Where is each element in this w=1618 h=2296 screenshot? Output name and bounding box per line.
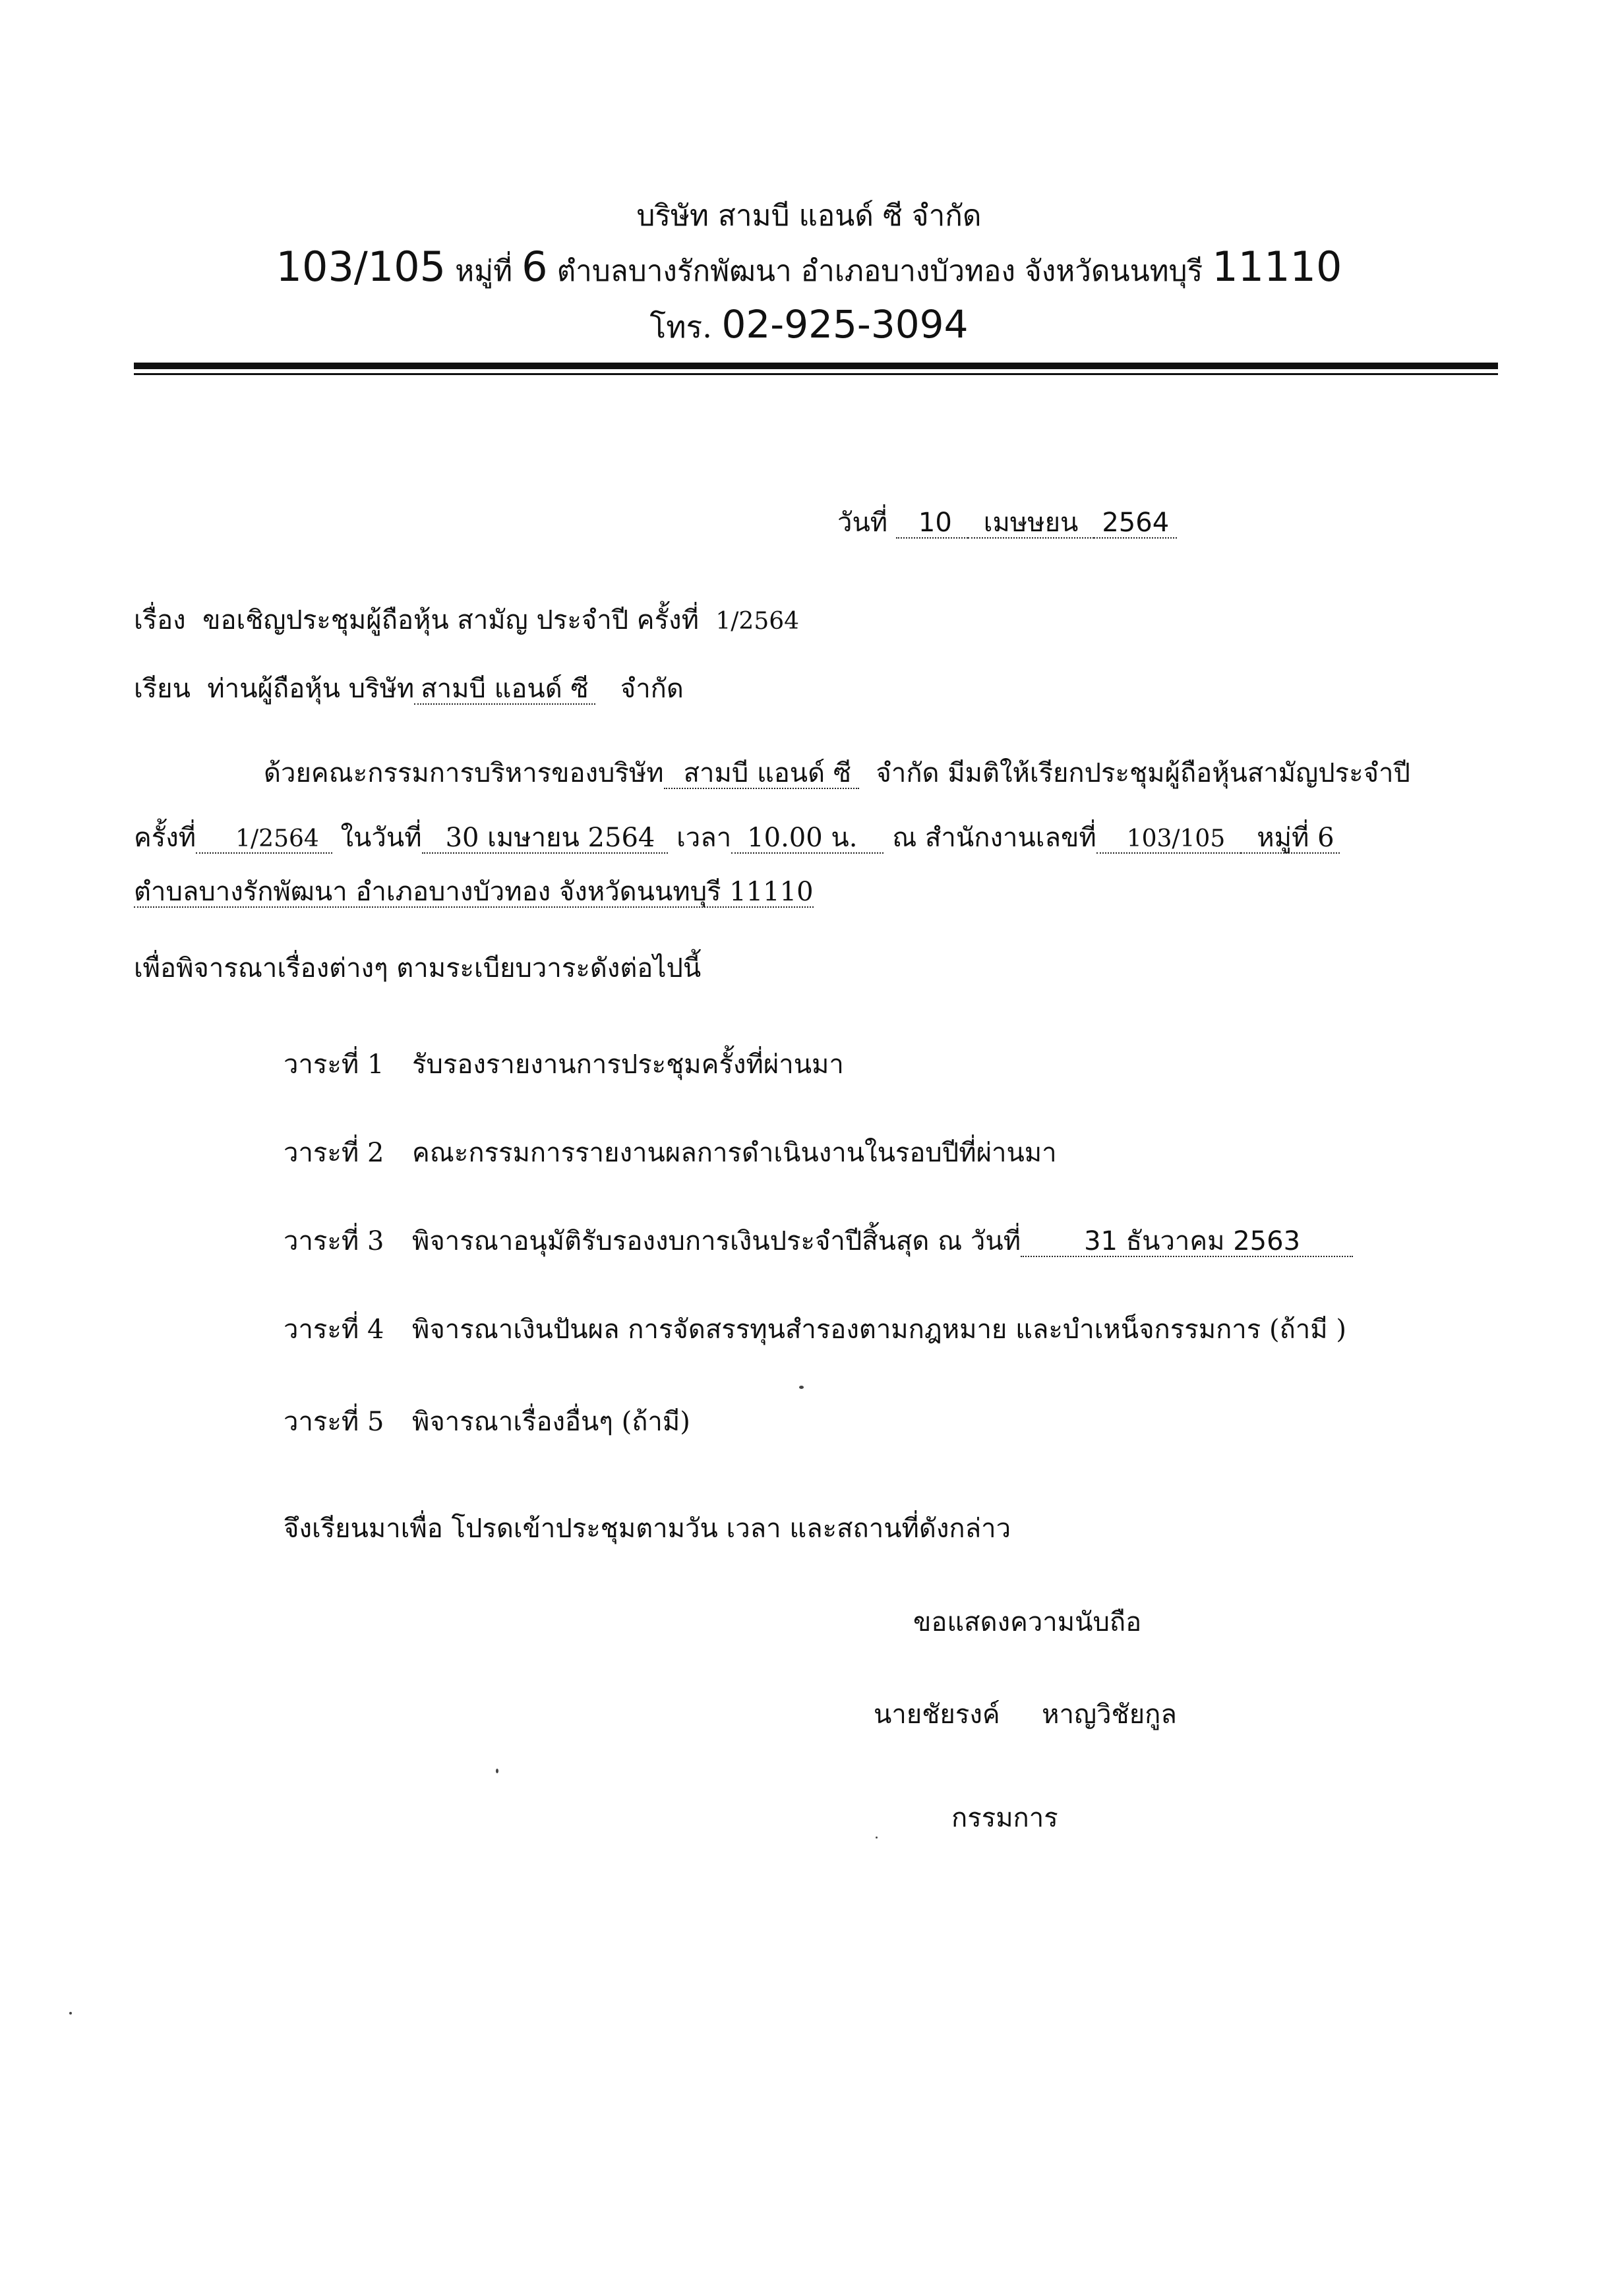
date-label: วันที่ bbox=[837, 508, 888, 538]
agenda-item-5 bbox=[284, 1400, 690, 1442]
subject-number: 1/2564 bbox=[715, 608, 800, 635]
agenda-text: คณะกรรมการรายงานผลการดำเนินงานในรอบปีที่ผ่านมา bbox=[412, 1138, 1057, 1168]
agenda-item-3 bbox=[284, 1220, 1353, 1262]
agenda-item-4 bbox=[284, 1308, 1346, 1350]
body-time: 10.00 น. bbox=[731, 823, 884, 854]
company-address bbox=[0, 243, 1618, 294]
address-rest: ตำบลบางรักพัฒนา อำเภอบางบัวทอง จังหวัดนนทบุรี bbox=[556, 254, 1203, 288]
agenda-item-1 bbox=[284, 1043, 844, 1085]
header-rule-thin bbox=[134, 373, 1498, 375]
scan-speck bbox=[496, 1769, 498, 1773]
scan-speck bbox=[876, 1837, 878, 1839]
subject-line bbox=[134, 599, 799, 641]
subject-text: ขอเชิญประชุมผู้ถือหุ้น สามัญ ประจำปี ครั้งที่ bbox=[202, 605, 699, 635]
subject-label: เรื่อง bbox=[134, 605, 186, 635]
body-p1-end: จำกัด มีมติให้เรียกประชุมผู้ถือหุ้นสามัญประจำปี bbox=[876, 758, 1410, 788]
letter-date bbox=[837, 501, 1177, 543]
moo-number: 6 bbox=[522, 243, 548, 291]
body-day-label: ในวันที่ bbox=[340, 823, 422, 853]
signer-position: กรรมการ bbox=[951, 1803, 1058, 1833]
agenda-label: วาระที่ 4 bbox=[284, 1314, 384, 1345]
agenda-label: วาระที่ 1 bbox=[284, 1049, 384, 1080]
date-month: เมษษยน bbox=[968, 508, 1094, 539]
recipient-suffix: จำกัด bbox=[620, 674, 684, 704]
company-name: บริษัท สามบี แอนด์ ซี จำกัด bbox=[636, 199, 982, 233]
body-line-1 bbox=[264, 751, 1410, 794]
recipient-text: ท่านผู้ถือหุ้น บริษัท bbox=[207, 674, 415, 704]
signer-name: นายชัยรงค์ หาญวิชัยกูล bbox=[874, 1699, 1177, 1730]
company-phone bbox=[0, 302, 1618, 351]
body-line-4: เพื่อพิจารณาเรื่องต่างๆ ตามระเบียบวาระดังต่อไปนี้ bbox=[134, 953, 702, 984]
body-address: 103/105 bbox=[1096, 826, 1242, 854]
agenda-text: รับรองรายงานการประชุมครั้งที่ผ่านมา bbox=[412, 1049, 844, 1080]
body-times-label: ครั้งที่ bbox=[134, 823, 196, 853]
agenda-item-2 bbox=[284, 1131, 1057, 1173]
agenda-label: วาระที่ 2 bbox=[284, 1138, 384, 1168]
address-number: 103/105 bbox=[276, 243, 446, 291]
agenda-text: พิจารณาเรื่องอื่นๆ (ถ้ามี) bbox=[412, 1407, 690, 1437]
scan-speck bbox=[799, 1386, 804, 1389]
agenda-text: พิจารณาเงินปันผล การจัดสรรทุนสำรองตามกฎหมาย และบำเหน็จกรรมการ (ถ้ามี ) bbox=[412, 1314, 1346, 1345]
date-year: 2564 bbox=[1094, 508, 1177, 539]
agenda-fill: 31 ธันวาคม 2563 bbox=[1021, 1227, 1353, 1257]
body-time-label: เวลา bbox=[676, 823, 732, 853]
agenda-label: วาระที่ 3 bbox=[284, 1226, 384, 1256]
closing-text: จึงเรียนมาเพื่อ โปรดเข้าประชุมตามวัน เวลา และสถานที่ดังกล่าว bbox=[284, 1514, 1011, 1544]
body-address-full: ตำบลบางรักพัฒนา อำเภอบางบัวทอง จังหวัดนนทบุรี 11110 bbox=[134, 877, 814, 907]
moo-label: หมู่ที่ bbox=[455, 254, 513, 288]
recipient-label: เรียน bbox=[134, 674, 191, 704]
body-p1-company: สามบี แอนด์ ซี bbox=[664, 759, 859, 789]
phone-number: 02-925-3094 bbox=[721, 302, 969, 347]
scan-speck bbox=[69, 2012, 72, 2015]
body-line-3 bbox=[134, 877, 814, 908]
body-moo: หมู่ที่ 6 bbox=[1241, 823, 1339, 854]
body-office-label: ณ สำนักงานเลขที่ bbox=[892, 823, 1096, 853]
body-line-2 bbox=[134, 816, 1340, 858]
date-day: 10 bbox=[896, 508, 968, 539]
recipient-company: สามบี แอนด์ ซี bbox=[414, 674, 595, 705]
postal-code: 11110 bbox=[1212, 243, 1342, 291]
body-times: 1/2564 bbox=[196, 826, 332, 854]
agenda-text: พิจารณาอนุมัติรับรองงบการเงินประจำปีสิ้นสุด ณ วันที่ bbox=[412, 1226, 1021, 1256]
body-date: 30 เมษายน 2564 bbox=[422, 823, 669, 854]
recipient-line bbox=[134, 667, 684, 709]
header-rule-thick bbox=[134, 363, 1498, 369]
body-p1-start: ด้วยคณะกรรมการบริหารของบริษัท bbox=[264, 758, 664, 788]
agenda-label: วาระที่ 5 bbox=[284, 1407, 384, 1437]
closing-regards: ขอแสดงความนับถือ bbox=[913, 1607, 1142, 1637]
phone-label: โทร. bbox=[649, 309, 712, 345]
